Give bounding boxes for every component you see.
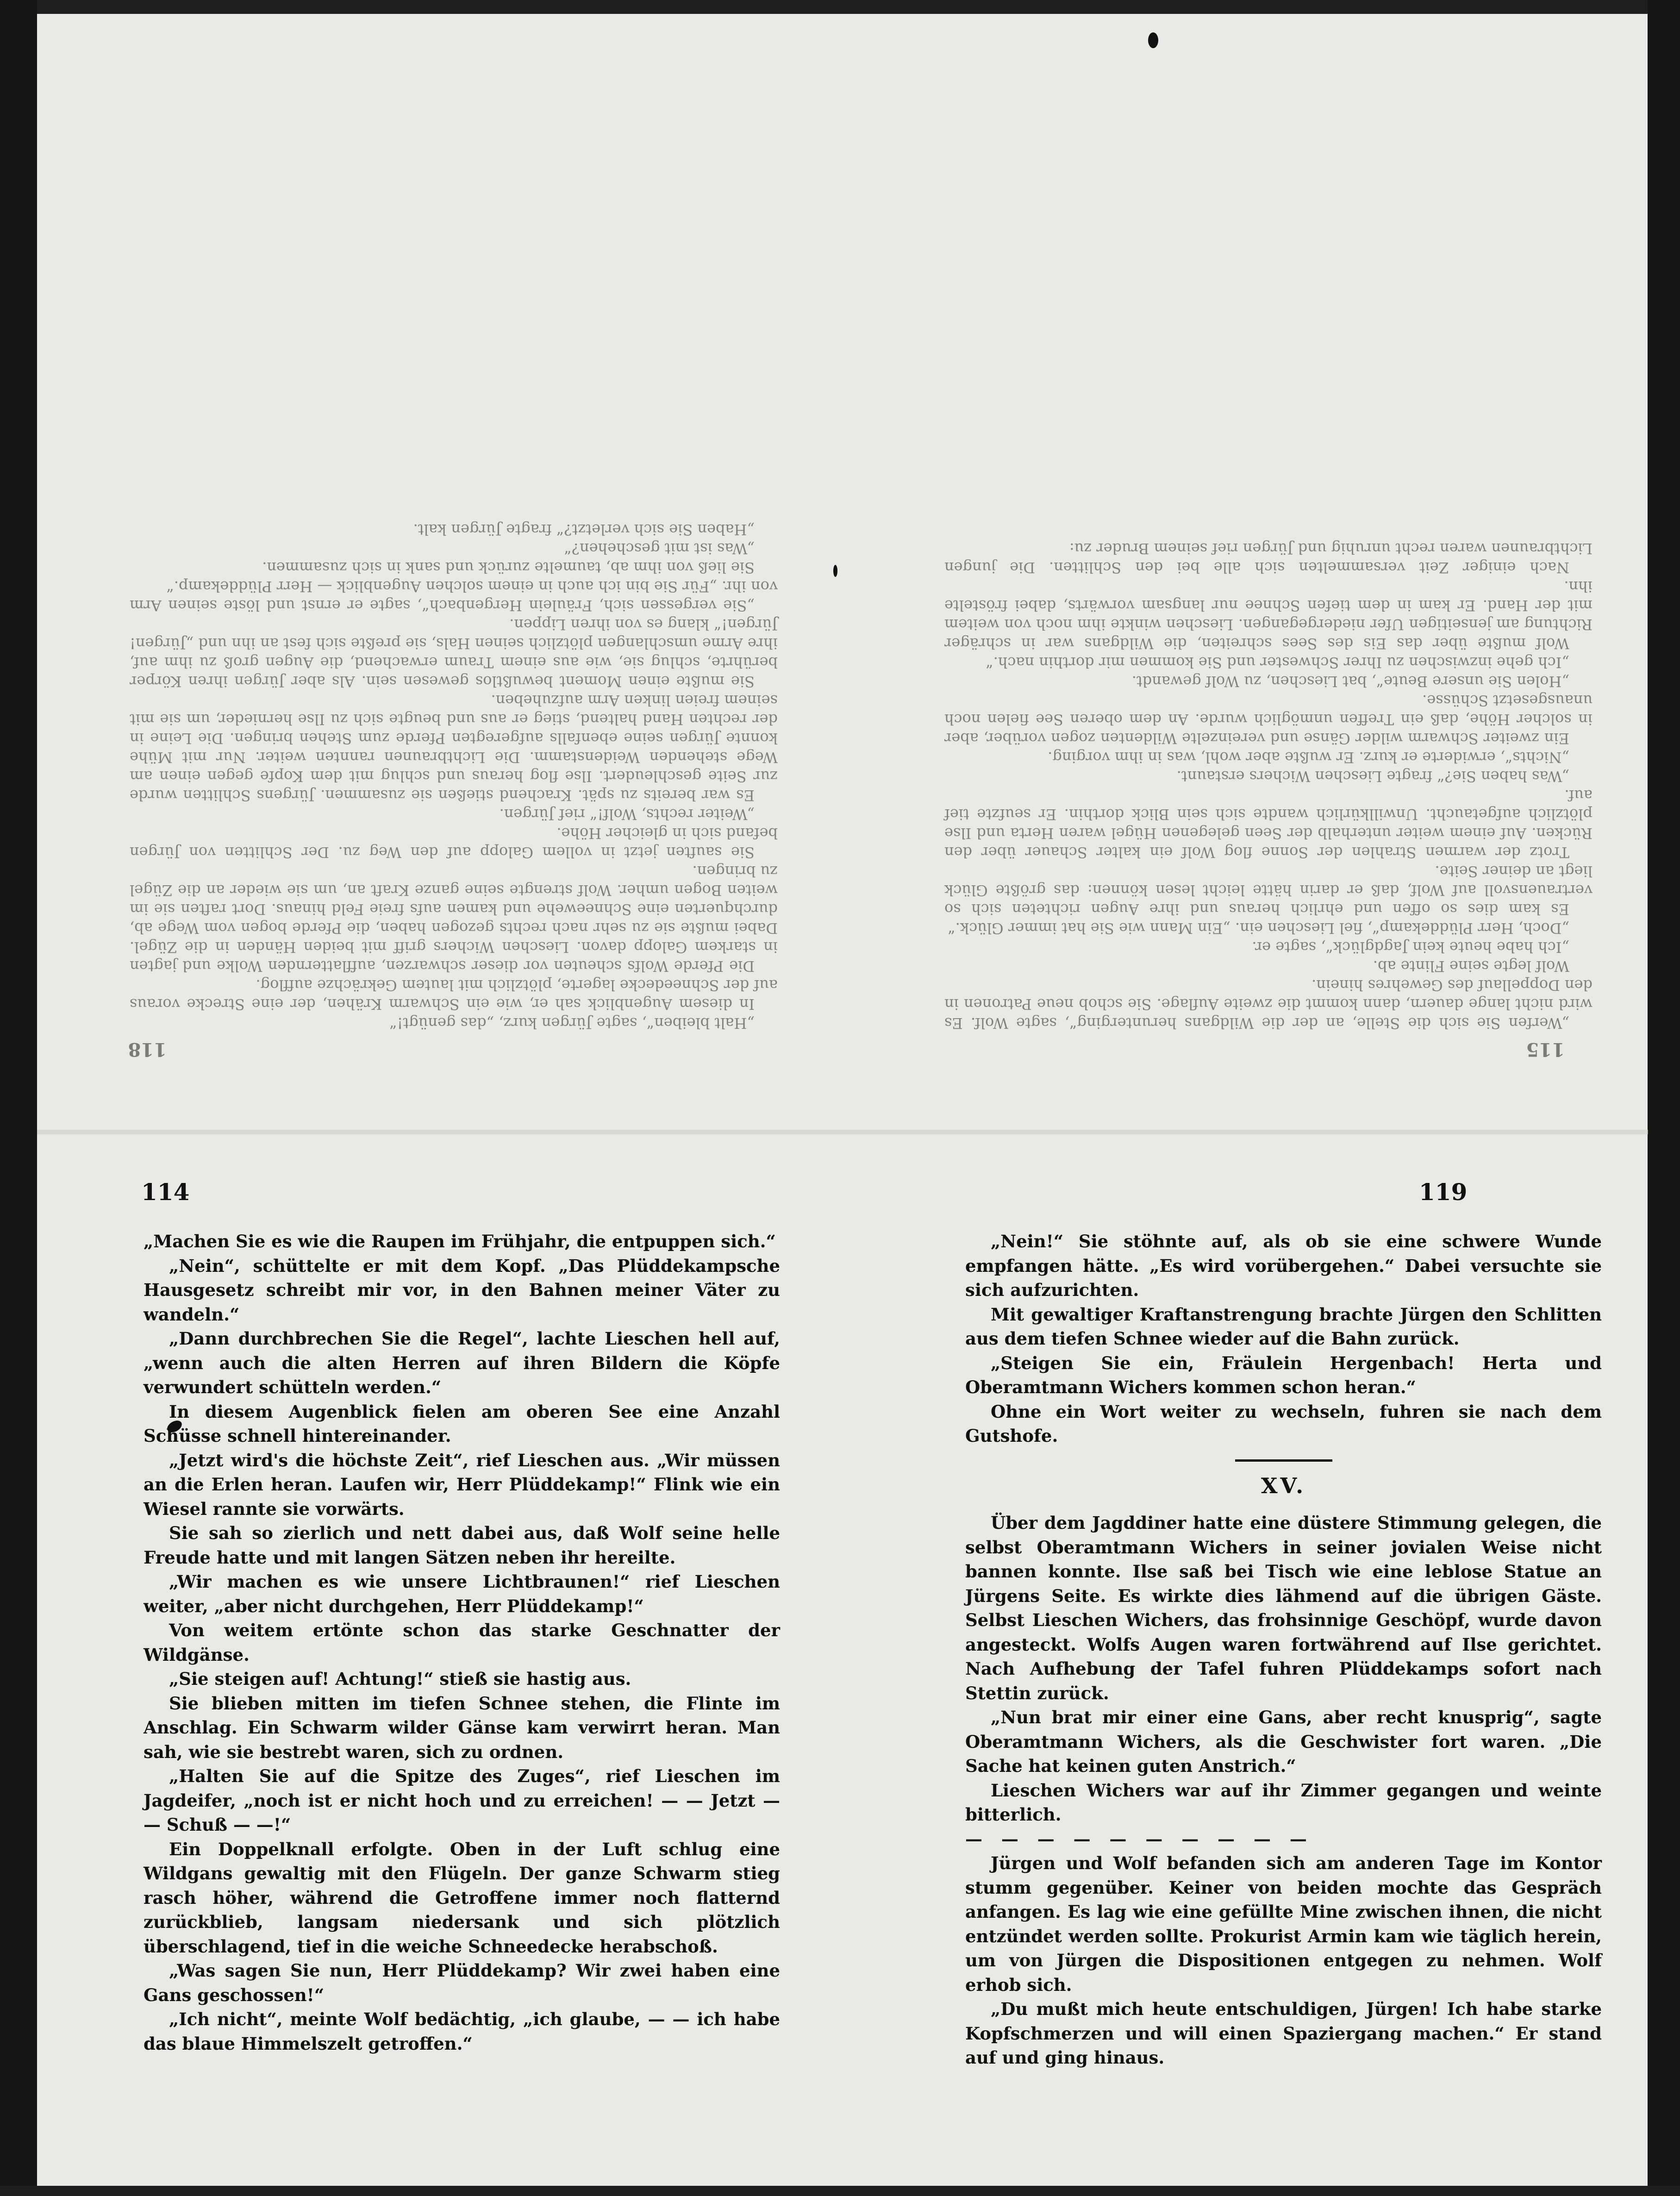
paragraph: Ein Doppelknall erfolgte. Oben in der Luft schlug eine Wildgans gewaltig mit den Flügeln. Der ganze Schwarm stieg rasch höher, während die Getroffene immer noch flatternd zurückblieb, langsam niedersank und sich plötzlich überschlagend, tief in die weiche Schneedecke herabschoß.: [144, 1839, 780, 1957]
upper-paragraph: „Doch, Herr Plüddekamp“, fiel Lieschen ein. „Ein Mann wie Sie hat immer Glück.“: [948, 920, 1569, 937]
upper-paragraph: „Weiter rechts, Wolf!“ rief Jürgen.: [499, 806, 755, 823]
scan-edge-top: [0, 0, 1680, 14]
scan-speck: [833, 565, 837, 577]
left-page-text: [144, 1229, 780, 2056]
upper-paragraph: Sie sauften jetzt in vollem Galopp auf den Weg zu. Der Schlitten von Jürgen befand sich in gleicher Höhe.: [130, 825, 778, 861]
upper-paragraph: Trotz der warmen Strahlen der Sonne flog Wolf ein kalter Schauer über den Rücken. Auf einem weiter unterhalb der Seen gelegenen Hügel waren Herta und Ilse plötzlich aufgetaucht. Unwillkürlich wandte sich sein Blick dorthin. Er seufzte tief auf.: [944, 787, 1593, 861]
paragraph: „Jetzt wird's die höchste Zeit“, rief Lieschen aus. „Wir müssen an die Erlen heran. Laufen wir, Herr Plüddekamp!“ Flink wie ein Wiesel rannte sie vorwärts.: [144, 1450, 780, 1519]
dash-separator: — — — — — — — — — —: [965, 1828, 1313, 1849]
upper-paragraph: Wolf legte seine Flinte ab.: [1373, 957, 1569, 975]
paragraph: „Du mußt mich heute entschuldigen, Jürgen! Ich habe starke Kopfschmerzen und will einen Spaziergang machen.“ Er stand auf und ging hinaus.: [965, 1999, 1602, 2068]
paragraph: In diesem Augenblick fielen am oberen See eine Anzahl Schüsse schnell hintereinander.: [144, 1401, 780, 1446]
section-divider: [1235, 1459, 1332, 1462]
paragraph: „Dann durchbrechen Sie die Regel“, lachte Lieschen hell auf, „wenn auch die alten Herren auf ihren Bildern die Köpfe verwundert schütteln werden.“: [144, 1328, 780, 1397]
paragraph: „Steigen Sie ein, Fräulein Hergenbach! Herta und Oberamtmann Wichers kommen schon heran.“: [965, 1352, 1602, 1397]
upper-paragraph: Sie ließ von ihm ab, taumelte zurück und sank in sich zusammen.: [262, 559, 755, 576]
paragraph: „Nein!“ Sie stöhnte auf, als ob sie eine schwere Wunde empfangen hätte. „Es wird vorübergehen.“ Dabei versuchte sie sich aufzurichten.: [965, 1231, 1602, 1300]
upper-paragraph: „Was haben Sie?“ fragte Lieschen Wichers erstaunt.: [1176, 768, 1569, 785]
paragraph: Sie blieben mitten im tiefen Schnee stehen, die Flinte im Anschlag. Ein Schwarm wilder Gänse kam verwirrt heran. Man sah, wie sie bestrebt waren, sich zu ordnen.: [144, 1693, 780, 1762]
paragraph: Lieschen Wichers war auf ihr Zimmer gegangen und weinte bitterlich.: [965, 1780, 1602, 1825]
paragraph: „Nein“, schüttelte er mit dem Kopf. „Das Plüddekampsche Hausgesetz schreibt mir vor, in den Bahnen meiner Väter zu wandeln.“: [144, 1255, 780, 1325]
paragraph: Mit gewaltiger Kraftanstrengung brachte Jürgen den Schlitten aus dem tiefen Schnee wieder auf die Bahn zurück.: [965, 1304, 1602, 1349]
paragraph: Von weitem ertönte schon das starke Geschnatter der Wildgänse.: [144, 1620, 780, 1665]
upper-paragraph: Sie mußte einen Moment bewußtlos gewesen sein. Als aber Jürgen ihren Körper berührte, schlug sie, wie aus einem Traum erwachend, die Augen groß zu ihm auf, ihre Arme umschlangen plötzlich seinen Hals, sie preßte sich fest an ihn und „Jürgen! Jürgen!“ klang es von ihren Lippen.: [130, 616, 778, 690]
upper-paragraph: „Holen Sie unsere Beute“, bat Lieschen, zu Wolf gewandt.: [1131, 673, 1569, 690]
upper-paragraph: „Sie vergessen sich, Fräulein Hergenbach“, sagte er ernst und löste seinen Arm von ihr. „Für Sie bin ich auch in einem solchen Augenblick — Herr Plüddekamp.“: [130, 578, 778, 614]
scan-edge-bottom: [0, 2186, 1680, 2196]
upper-paragraph: Die Pferde Wolfs scheuten vor dieser schwarzen, aufflatternden Wolke und jagten in starkem Galopp davon. Lieschen Wichers griff mit beiden Händen in die Zügel. Dabei mußte sie zu sehr nach rechts gezogen haben, die Pferde bogen vom Wege ab, durchquerten eine Schneewehe und kamen aufs freie Feld hinaus. Dort raften sie im weiten Bogen umher. Wolf strengte seine ganze Kraft an, um sie wieder an die Zügel zu bringen.: [130, 863, 778, 975]
upper-paragraph: Nach einiger Zeit versammelten sich alle bei den Schlitten. Die jungen Lichtbraunen waren recht unruhig und Jürgen rief seinem Bruder zu:: [944, 540, 1593, 576]
rotated-content: [42, 14, 1643, 1060]
paragraph: Ohne ein Wort weiter zu wechseln, fuhren sie nach dem Gutshofe.: [965, 1401, 1602, 1446]
page-number-left: 114: [141, 1178, 190, 1206]
paragraph: „Machen Sie es wie die Raupen im Frühjahr, die entpuppen sich.“: [144, 1231, 776, 1251]
upper-column-right: [130, 520, 778, 1032]
upper-paragraph: Es war bereits zu spät. Krachend stießen sie zusammen. Jürgens Schlitten wurde zur Seite geschleudert. Ilse flog heraus und schlug mit dem Kopfe gegen einen am Wege stehenden Weidenstamm. Die Lichtbraunen rannten weiter. Nur mit Mühe konnte Jürgen seine ebenfalls aufgeregten Pferde zum Stehen bringen. Die Leine in der rechten Hand haltend, stieg er aus und beugte sich zu Ilse hernieder, um sie mit seinem freien linken Arm aufzuheben.: [130, 692, 778, 804]
upper-paragraph: Ein zweiter Schwarm wilder Gänse und vereinzelte Wildenten zogen vorüber, aber in solcher Höhe, daß ein Treffen unmöglich wurde. An dem oberen See fielen noch unausgesetzt Schüsse.: [944, 692, 1593, 747]
upper-paragraph: „Werfen Sie sich die Stelle, an der die Wildgans herunterging“, sagte Wolf. Es wird nicht lange dauern, dann kommt die zweite Auflage. Sie schob neue Patronen in den Doppellauf des Gewehres hinein.: [944, 976, 1593, 1032]
upper-paragraph: „Ich habe heute kein Jagdglück“, sagte er.: [1252, 938, 1569, 956]
paragraph: Jürgen und Wolf befanden sich am anderen Tage im Kontor stumm gegenüber. Keiner von beiden mochte das Gespräch anfangen. Es lag wie eine gefüllte Mine zwischen ihnen, die nicht entzündet werden sollte. Prokurist Armin kam wie täglich herein, um von Jürgen die Dispositionen entgegen zu nehmen. Wolf erhob sich.: [965, 1853, 1602, 1995]
upper-paragraph: „Halt bleiben“, sagte Jürgen kurz, „das genügt!“: [389, 1014, 755, 1032]
upper-column-left: [944, 539, 1593, 1032]
paragraph: „Sie steigen auf! Achtung!“ stieß sie hastig aus.: [169, 1669, 631, 1689]
scan-edge-right: [1648, 0, 1680, 2196]
paragraph: „Wir machen es wie unsere Lichtbraunen!“ rief Lieschen weiter, „aber nicht durchgehen, Herr Plüddekamp!“: [144, 1571, 780, 1616]
right-page-text: [965, 1229, 1602, 2070]
page-number-right: 119: [1419, 1178, 1468, 1206]
upper-paragraph: „Haben Sie sich verletzt?“ fragte Jürgen kalt.: [413, 521, 755, 538]
paragraph: Sie sah so zierlich und nett dabei aus, daß Wolf seine helle Freude hatte und mit langen Sätzen neben ihr hereilte.: [144, 1523, 780, 1568]
upper-paragraph: Wolf mußte über das Eis des Sees schreiten, die Wildgans war in schräger Richtung am jenseitigen Ufer niedergegangen. Lieschen winkte ihm noch von weitem mit der Hand. Er kam in dem tiefen Schnee nur langsam vorwärts, dabei fröstelte ihn.: [944, 578, 1593, 652]
upper-paragraph: Es kam dies so offen und ehrlich heraus und ihre Augen richteten sich so vertrauensvoll auf Wolf, daß er darin hätte leicht lesen können: das größte Glück liegt an deiner Seite.: [944, 863, 1593, 918]
chapter-title: XV.: [1261, 1473, 1306, 1498]
upside-down-spread: [42, 14, 1643, 1060]
paragraph: „Nun brat mir einer eine Gans, aber recht knusprig“, sagte Oberamtmann Wichers, als die Geschwister fort waren. „Die Sache hat keinen guten Anstrich.“: [965, 1707, 1602, 1776]
upper-paragraph: „Ich gehe inzwischen zu Ihrer Schwester und Sie kommen mir dorthin nach.“: [986, 654, 1569, 671]
upper-paragraph: In diesem Augenblick sah er, wie ein Schwarm Krähen, der eine Strecke voraus auf der Schneedecke lagerte, plötzlich mit lautem Gekrächze aufflog.: [130, 976, 778, 1013]
paragraph: „Was sagen Sie nun, Herr Plüddekamp? Wir zwei haben eine Gans geschossen!“: [144, 1960, 780, 2005]
scan-edge-left: [0, 0, 37, 2196]
paragraph: „Halten Sie auf die Spitze des Zuges“, rief Lieschen im Jagdeifer, „noch ist er nicht hoch und zu erreichen! — — Jetzt — — Schuß — —!“: [144, 1766, 780, 1835]
upper-page-number-left: 115: [1526, 1039, 1565, 1060]
paragraph: „Ich nicht“, meinte Wolf bedächtig, „ich glaube, — — ich habe das blaue Himmelszelt getroffen.“: [144, 2009, 780, 2054]
paragraph: Über dem Jagddiner hatte eine düstere Stimmung gelegen, die selbst Oberamtmann Wichers in seiner jovialen Weise nicht bannen konnte. Ilse saß bei Tisch wie eine leblose Statue an Jürgens Seite. Es wirkte dies lähmend auf die übrigen Gäste. Selbst Lieschen Wichers, das frohsinnige Geschöpf, wurde davon angesteckt. Wolfs Augen waren fortwährend auf Ilse gerichtet. Nach Aufhebung der Tafel fuhren Plüddekamps sofort nach Stettin zurück.: [965, 1513, 1602, 1703]
upper-paragraph: „Nichts“, erwiderte er kurz. Er wußte aber wohl, was in ihm vorging.: [1048, 749, 1569, 766]
page-fold: [37, 1130, 1648, 1134]
upper-page-number-right: 118: [128, 1039, 167, 1060]
scan-speck: [1148, 32, 1158, 48]
upper-paragraph: „Was ist mit geschehen?“: [564, 540, 755, 557]
